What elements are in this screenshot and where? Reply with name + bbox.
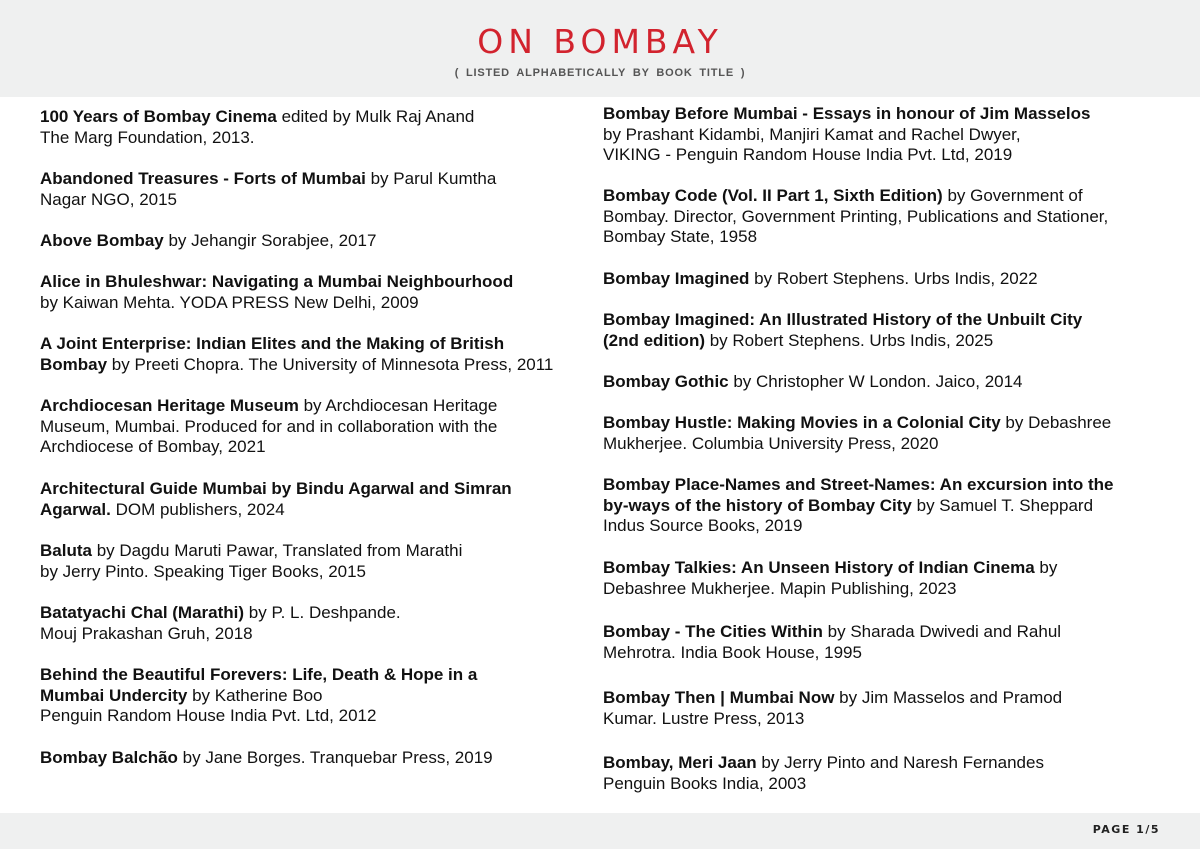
book-details: Mouj Prakashan Gruh, 2018 xyxy=(40,623,253,643)
entry-line xyxy=(603,207,1108,228)
entry-line xyxy=(40,231,376,252)
book-details: by Jerry Pinto and Naresh Fernandes xyxy=(756,753,1044,772)
entry-line xyxy=(603,579,1057,600)
book-details: Penguin Random House India Pvt. Ltd, 2012 xyxy=(40,706,377,725)
book-title: Bombay Then | Mumbai Now xyxy=(603,688,835,707)
book-title: Bombay Gothic xyxy=(603,372,729,391)
page-header xyxy=(0,0,1200,97)
book-entry xyxy=(603,269,1038,290)
entry-line xyxy=(40,417,497,438)
entry-line xyxy=(40,355,553,376)
book-details: Indus Source Books, 2019 xyxy=(603,516,803,535)
book-details: by Robert Stephens. Urbs Indis, 2022 xyxy=(749,269,1038,288)
book-details: Museum, Mumbai. Produced for and in collaboration with the xyxy=(40,416,498,436)
book-entry xyxy=(603,688,1062,729)
book-entry xyxy=(603,104,1090,166)
book-title: Bombay - The Cities Within xyxy=(603,622,823,641)
book-entry xyxy=(603,310,1082,351)
entry-line xyxy=(40,603,401,624)
book-details: by Sharada Dwivedi and Rahul xyxy=(822,622,1062,641)
book-entry xyxy=(603,372,1023,393)
book-entry xyxy=(40,479,512,520)
book-details: Nagar NGO, 2015 xyxy=(40,189,178,209)
book-title: Archdiocesan Heritage Museum xyxy=(40,396,299,415)
book-entry xyxy=(40,541,462,582)
book-entry xyxy=(603,753,1044,794)
entry-line xyxy=(40,334,553,355)
book-entry xyxy=(40,665,477,727)
book-entry xyxy=(40,603,401,644)
book-title: Bombay Hustle: Making Movies in a Colonial City xyxy=(603,413,1001,432)
entry-line xyxy=(40,293,513,314)
entry-line xyxy=(40,396,497,417)
book-entry xyxy=(40,396,497,458)
book-entry xyxy=(40,334,553,375)
book-details: by Preeti Chopra. The University of Minnesota Press, 2011 xyxy=(107,354,554,374)
book-entry xyxy=(40,272,513,313)
book-entry xyxy=(603,558,1057,599)
book-title: Batatyachi Chal (Marathi) xyxy=(40,603,245,622)
book-title: Bombay Talkies: An Unseen History of Indian Cinema xyxy=(603,558,1035,577)
entry-line xyxy=(40,541,462,562)
entry-line xyxy=(40,169,496,190)
book-details: Bombay. Director, Government Printing, Publications and Stationer, xyxy=(603,206,1109,226)
book-details: Mehrotra. India Book House, 1995 xyxy=(603,642,862,662)
book-details: by Katherine Boo xyxy=(187,685,323,705)
entry-line xyxy=(40,748,493,769)
book-title: (2nd edition) xyxy=(603,330,705,350)
book-details: The Marg Foundation, 2013. xyxy=(40,127,255,147)
page-title: ON BOMBAY xyxy=(477,22,723,61)
book-entry xyxy=(603,475,1113,537)
book-title: Bombay xyxy=(40,354,108,374)
entry-line xyxy=(603,310,1082,331)
entry-line xyxy=(603,186,1108,207)
entry-line xyxy=(603,434,1111,455)
entry-line xyxy=(40,128,474,149)
entry-line xyxy=(603,372,1023,393)
book-title: 100 Years of Bombay Cinema xyxy=(40,107,277,126)
entry-line xyxy=(603,227,1108,248)
entry-line xyxy=(603,622,1061,643)
book-details: by Debashree xyxy=(1000,413,1112,432)
book-title: Bombay Before Mumbai - Essays in honour of Jim Masselos xyxy=(603,104,1091,123)
book-details: by Robert Stephens. Urbs Indis, 2025 xyxy=(704,330,994,350)
book-title: Mumbai Undercity xyxy=(40,685,188,705)
book-details: DOM publishers, 2024 xyxy=(110,499,285,519)
book-details: by Prashant Kidambi, Manjiri Kamat and Rachel Dwyer, xyxy=(603,124,1021,144)
entry-line xyxy=(40,190,496,211)
entry-line xyxy=(40,437,497,458)
book-entry xyxy=(603,186,1108,248)
book-title: Bombay, Meri Jaan xyxy=(603,753,757,772)
entry-line xyxy=(603,475,1113,496)
entry-line xyxy=(603,688,1062,709)
entry-line xyxy=(603,145,1090,166)
entry-line xyxy=(40,479,512,500)
book-details: Archdiocese of Bombay, 2021 xyxy=(40,437,266,456)
book-entry xyxy=(40,107,474,148)
book-title: Above Bombay xyxy=(40,231,164,250)
book-entry xyxy=(603,413,1111,454)
entry-line xyxy=(603,269,1038,290)
book-details: by Government of xyxy=(942,186,1083,205)
book-details: VIKING - Penguin Random House India Pvt. Ltd, 2019 xyxy=(603,145,1013,164)
book-details: by Jim Masselos and Pramod xyxy=(834,688,1063,707)
entry-line xyxy=(603,774,1044,795)
book-entry xyxy=(603,622,1061,663)
entry-line xyxy=(40,665,477,686)
book-title: Abandoned Treasures - Forts of Mumbai xyxy=(40,169,366,188)
entry-line xyxy=(603,753,1044,774)
entry-line xyxy=(40,562,462,583)
page-subtitle: ( LISTED ALPHABETICALLY BY BOOK TITLE ) xyxy=(454,67,746,79)
book-entry xyxy=(40,169,496,210)
page-number: PAGE 1/5 xyxy=(1092,823,1160,836)
entry-line xyxy=(40,686,477,707)
page-footer xyxy=(0,813,1200,849)
book-entry xyxy=(40,748,493,769)
entry-line xyxy=(603,709,1062,730)
book-title: Bombay Code (Vol. II Part 1, Sixth Edition) xyxy=(603,186,943,205)
book-details: by P. L. Deshpande. xyxy=(244,603,401,622)
book-details: by Archdiocesan Heritage xyxy=(298,396,498,415)
book-details: by Samuel T. Sheppard xyxy=(911,495,1094,515)
entry-line xyxy=(40,624,401,645)
entry-line xyxy=(603,125,1090,146)
book-title: Alice in Bhuleshwar: Navigating a Mumbai Neighbourhood xyxy=(40,272,514,291)
book-details: by xyxy=(1034,558,1058,577)
book-details: by Kaiwan Mehta. YODA PRESS New Delhi, 2009 xyxy=(40,292,419,312)
entry-line xyxy=(603,331,1082,352)
book-details: by Dagdu Maruti Pawar, Translated from Marathi xyxy=(91,541,463,560)
entry-line xyxy=(603,558,1057,579)
entry-line xyxy=(603,413,1111,434)
book-details: Debashree Mukherjee. Mapin Publishing, 2023 xyxy=(603,578,957,598)
book-details: by Jerry Pinto. Speaking Tiger Books, 2015 xyxy=(40,561,367,581)
book-title: Bombay Imagined xyxy=(603,269,750,288)
book-title: Bombay Imagined: An Illustrated History of the Unbuilt City xyxy=(603,310,1083,329)
book-entry xyxy=(40,231,376,252)
book-title: Baluta xyxy=(40,541,92,560)
entry-line xyxy=(40,706,477,727)
book-details: Kumar. Lustre Press, 2013 xyxy=(603,708,805,728)
book-title: A Joint Enterprise: Indian Elites and the Making of British xyxy=(40,334,505,353)
book-details: by Jane Borges. Tranquebar Press, 2019 xyxy=(177,748,493,767)
book-title: Behind the Beautiful Forevers: Life, Death & Hope in a xyxy=(40,665,478,684)
book-details: by Jehangir Sorabjee, 2017 xyxy=(163,231,377,250)
book-details: by Parul Kumtha xyxy=(365,169,497,188)
entry-line xyxy=(603,516,1113,537)
entry-line xyxy=(603,496,1113,517)
book-title: Bombay Place-Names and Street-Names: An excursion into the xyxy=(603,475,1114,494)
book-title: Agarwal. xyxy=(40,499,111,519)
entry-line xyxy=(40,500,512,521)
book-title: by-ways of the history of Bombay City xyxy=(603,495,912,515)
entry-line xyxy=(40,107,474,128)
book-title: Bombay Balchão xyxy=(40,748,178,767)
book-details: edited by Mulk Raj Anand xyxy=(276,107,475,126)
entry-line xyxy=(603,643,1061,664)
entry-line xyxy=(603,104,1090,125)
book-details: Mukherjee. Columbia University Press, 2020 xyxy=(603,433,939,453)
entry-line xyxy=(40,272,513,293)
book-details: Penguin Books India, 2003 xyxy=(603,773,807,793)
book-title: Architectural Guide Mumbai by Bindu Agarwal and Simran xyxy=(40,479,512,498)
book-details: by Christopher W London. Jaico, 2014 xyxy=(728,372,1023,391)
book-details: Bombay State, 1958 xyxy=(603,227,758,246)
